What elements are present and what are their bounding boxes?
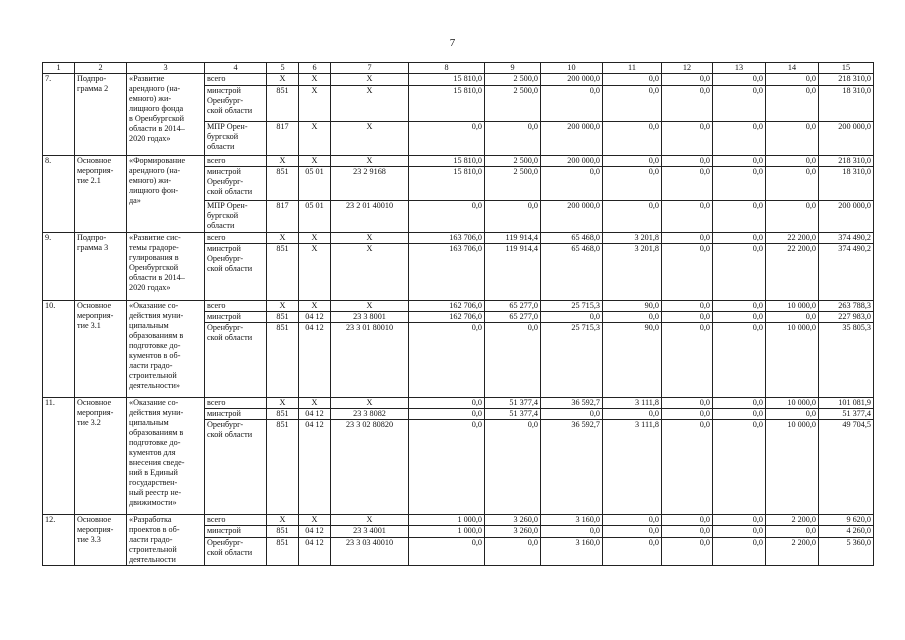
table-row [43,74,874,86]
value-col-9: 0,0 [485,537,541,565]
csr-code: Х [331,74,409,86]
column-header-8: 8 [409,63,485,74]
program-name: «Формирование арендного (на- емного) жи- лищного фон- да» [127,156,205,233]
value-col-8: 15 810,0 [409,74,485,86]
value-col-11: 3 111,8 [603,398,662,409]
program-status: Основное мероприя- тие 3.1 [75,301,127,398]
value-col-9: 119 914,4 [485,244,541,301]
row-number: 8. [43,156,75,233]
rzpr-code: Х [299,74,331,86]
executor: минстрой Оренбург- ской области [205,167,267,201]
executor: минстрой [205,526,267,537]
csr-code: 23 3 02 80820 [331,420,409,515]
value-col-15: 4 260,0 [819,526,874,537]
table-row [43,515,874,526]
value-col-13: 0,0 [713,122,766,156]
value-col-8: 0,0 [409,420,485,515]
value-col-9: 3 260,0 [485,526,541,537]
value-col-8: 0,0 [409,201,485,233]
value-col-13: 0,0 [713,233,766,244]
csr-code: 23 2 01 40010 [331,201,409,233]
value-col-12: 0,0 [662,244,713,301]
row-number: 9. [43,233,75,301]
value-col-11: 0,0 [603,86,662,122]
value-col-9: 65 277,0 [485,301,541,312]
csr-code: 23 3 8082 [331,409,409,420]
value-col-8: 0,0 [409,537,485,565]
rzpr-code: 04 12 [299,537,331,565]
value-col-10: 65 468,0 [541,233,603,244]
csr-code: 23 2 9168 [331,167,409,201]
value-col-12: 0,0 [662,233,713,244]
executor: всего [205,398,267,409]
executor: Оренбург- ской области [205,323,267,398]
column-header-7: 7 [331,63,409,74]
value-col-15: 35 805,3 [819,323,874,398]
value-col-13: 0,0 [713,167,766,201]
value-col-10: 3 160,0 [541,515,603,526]
value-col-12: 0,0 [662,156,713,167]
value-col-8: 0,0 [409,323,485,398]
value-col-8: 162 706,0 [409,301,485,312]
value-col-9: 2 500,0 [485,74,541,86]
grbs-code: 851 [267,312,299,323]
value-col-14: 0,0 [766,201,819,233]
value-col-12: 0,0 [662,323,713,398]
rzpr-code: Х [299,398,331,409]
column-header-5: 5 [267,63,299,74]
value-col-13: 0,0 [713,323,766,398]
value-col-10: 0,0 [541,409,603,420]
rzpr-code: 04 12 [299,409,331,420]
value-col-9: 119 914,4 [485,233,541,244]
value-col-15: 18 310,0 [819,167,874,201]
value-col-10: 200 000,0 [541,74,603,86]
rzpr-code: 04 12 [299,323,331,398]
row-number: 7. [43,74,75,156]
column-header-14: 14 [766,63,819,74]
value-col-13: 0,0 [713,201,766,233]
value-col-11: 3 111,8 [603,420,662,515]
value-col-15: 101 081,9 [819,398,874,409]
rzpr-code: Х [299,86,331,122]
rzpr-code: 04 12 [299,526,331,537]
value-col-8: 0,0 [409,398,485,409]
value-col-10: 25 715,3 [541,301,603,312]
value-col-14: 0,0 [766,74,819,86]
table-row [43,156,874,167]
value-col-9: 2 500,0 [485,156,541,167]
program-status: Подпро- грамма 2 [75,74,127,156]
value-col-14: 0,0 [766,312,819,323]
value-col-10: 200 000,0 [541,122,603,156]
row-number: 11. [43,398,75,515]
csr-code: 23 3 4001 [331,526,409,537]
value-col-9: 51 377,4 [485,409,541,420]
executor: минстрой Оренбург- ской области [205,86,267,122]
value-col-13: 0,0 [713,398,766,409]
value-col-8: 162 706,0 [409,312,485,323]
value-col-9: 0,0 [485,201,541,233]
rzpr-code: Х [299,233,331,244]
program-status: Основное мероприя- тие 2.1 [75,156,127,233]
value-col-13: 0,0 [713,156,766,167]
grbs-code: 851 [267,244,299,301]
value-col-11: 90,0 [603,323,662,398]
grbs-code: 851 [267,409,299,420]
value-col-11: 0,0 [603,122,662,156]
value-col-14: 2 200,0 [766,515,819,526]
value-col-11: 0,0 [603,167,662,201]
program-name: «Оказание со- действия муни- ципальным образованиям в подготовке до- кументов для внесения сведе- ний в Единый государствен- ный реестр не- движимости» [127,398,205,515]
value-col-15: 200 000,0 [819,122,874,156]
rzpr-code: 04 12 [299,312,331,323]
executor: минстрой Оренбург- ской области [205,244,267,301]
rzpr-code: 05 01 [299,167,331,201]
column-header-3: 3 [127,63,205,74]
executor: минстрой [205,409,267,420]
value-col-14: 2 200,0 [766,537,819,565]
value-col-15: 374 490,2 [819,244,874,301]
table-row [43,398,874,409]
value-col-15: 218 310,0 [819,156,874,167]
value-col-11: 0,0 [603,312,662,323]
rzpr-code: Х [299,122,331,156]
column-header-4: 4 [205,63,267,74]
value-col-11: 0,0 [603,74,662,86]
grbs-code: 851 [267,167,299,201]
program-status: Подпро- грамма 3 [75,233,127,301]
csr-code: Х [331,398,409,409]
column-header-10: 10 [541,63,603,74]
value-col-10: 25 715,3 [541,323,603,398]
value-col-12: 0,0 [662,74,713,86]
grbs-code: Х [267,233,299,244]
value-col-8: 0,0 [409,122,485,156]
value-col-15: 18 310,0 [819,86,874,122]
value-col-14: 22 200,0 [766,233,819,244]
value-col-10: 0,0 [541,86,603,122]
grbs-code: 851 [267,86,299,122]
value-col-11: 3 201,8 [603,244,662,301]
value-col-11: 3 201,8 [603,233,662,244]
value-col-14: 10 000,0 [766,323,819,398]
column-header-15: 15 [819,63,874,74]
value-col-8: 1 000,0 [409,526,485,537]
value-col-8: 163 706,0 [409,233,485,244]
executor: всего [205,74,267,86]
value-col-15: 263 788,3 [819,301,874,312]
value-col-14: 22 200,0 [766,244,819,301]
program-status: Основное мероприя- тие 3.3 [75,515,127,566]
program-status: Основное мероприя- тие 3.2 [75,398,127,515]
executor: Оренбург- ской области [205,420,267,515]
csr-code: Х [331,244,409,301]
executor: всего [205,233,267,244]
value-col-8: 163 706,0 [409,244,485,301]
program-name: «Разработка проектов в об- ласти градо- строительной деятельности [127,515,205,566]
csr-code: Х [331,301,409,312]
value-col-14: 10 000,0 [766,398,819,409]
value-col-13: 0,0 [713,420,766,515]
value-col-10: 0,0 [541,167,603,201]
table-row [43,233,874,244]
value-col-8: 15 810,0 [409,156,485,167]
value-col-11: 0,0 [603,515,662,526]
value-col-13: 0,0 [713,301,766,312]
program-name: «Оказание со- действия муни- ципальным образованиям в подготовке до- кументов в об- ласти градо- строительной деятельности» [127,301,205,398]
value-col-10: 200 000,0 [541,156,603,167]
column-header-6: 6 [299,63,331,74]
rzpr-code: Х [299,244,331,301]
value-col-8: 15 810,0 [409,167,485,201]
value-col-15: 200 000,0 [819,201,874,233]
column-header-12: 12 [662,63,713,74]
value-col-11: 0,0 [603,526,662,537]
column-header-row [43,63,874,74]
value-col-12: 0,0 [662,409,713,420]
grbs-code: 817 [267,201,299,233]
grbs-code: 851 [267,526,299,537]
value-col-12: 0,0 [662,122,713,156]
value-col-13: 0,0 [713,537,766,565]
value-col-8: 15 810,0 [409,86,485,122]
value-col-13: 0,0 [713,74,766,86]
value-col-15: 51 377,4 [819,409,874,420]
value-col-12: 0,0 [662,398,713,409]
value-col-14: 0,0 [766,156,819,167]
value-col-11: 0,0 [603,537,662,565]
value-col-10: 200 000,0 [541,201,603,233]
executor: всего [205,156,267,167]
csr-code: 23 3 03 40010 [331,537,409,565]
value-col-13: 0,0 [713,526,766,537]
column-header-13: 13 [713,63,766,74]
value-col-8: 1 000,0 [409,515,485,526]
csr-code: 23 3 01 80010 [331,323,409,398]
value-col-15: 5 360,0 [819,537,874,565]
value-col-14: 0,0 [766,86,819,122]
rzpr-code: Х [299,156,331,167]
rzpr-code: Х [299,515,331,526]
rzpr-code: 05 01 [299,201,331,233]
value-col-9: 65 277,0 [485,312,541,323]
grbs-code: 851 [267,420,299,515]
value-col-15: 49 704,5 [819,420,874,515]
value-col-14: 10 000,0 [766,420,819,515]
value-col-9: 51 377,4 [485,398,541,409]
csr-code: Х [331,515,409,526]
value-col-13: 0,0 [713,312,766,323]
csr-code: Х [331,122,409,156]
value-col-11: 0,0 [603,409,662,420]
value-col-13: 0,0 [713,244,766,301]
value-col-11: 0,0 [603,201,662,233]
grbs-code: 851 [267,537,299,565]
value-col-12: 0,0 [662,167,713,201]
column-header-1: 1 [43,63,75,74]
table-body [43,63,874,566]
csr-code: Х [331,86,409,122]
executor: МПР Орен- бургской области [205,122,267,156]
executor: Оренбург- ской области [205,537,267,565]
value-col-15: 227 983,0 [819,312,874,323]
value-col-14: 0,0 [766,526,819,537]
column-header-9: 9 [485,63,541,74]
page-number: 7 [449,37,456,49]
grbs-code: Х [267,301,299,312]
table-row [43,301,874,312]
value-col-12: 0,0 [662,301,713,312]
csr-code: Х [331,156,409,167]
value-col-12: 0,0 [662,537,713,565]
value-col-14: 10 000,0 [766,301,819,312]
program-name: «Развитие сис- темы градоре- гулирования в Оренбургской области в 2014– 2020 годах» [127,233,205,301]
value-col-12: 0,0 [662,420,713,515]
value-col-9: 0,0 [485,122,541,156]
value-col-11: 0,0 [603,156,662,167]
value-col-10: 65 468,0 [541,244,603,301]
value-col-8: 0,0 [409,409,485,420]
grbs-code: 851 [267,323,299,398]
program-name: «Развитие арендного (на- емного) жи- лищного фонда в Оренбургской области в 2014– 2020 годах» [127,74,205,156]
value-col-11: 90,0 [603,301,662,312]
executor: всего [205,515,267,526]
value-col-13: 0,0 [713,409,766,420]
value-col-10: 0,0 [541,312,603,323]
value-col-9: 3 260,0 [485,515,541,526]
value-col-9: 2 500,0 [485,86,541,122]
column-header-2: 2 [75,63,127,74]
grbs-code: Х [267,398,299,409]
row-number: 10. [43,301,75,398]
value-col-12: 0,0 [662,201,713,233]
value-col-9: 0,0 [485,323,541,398]
value-col-10: 0,0 [541,526,603,537]
value-col-14: 0,0 [766,122,819,156]
value-col-14: 0,0 [766,167,819,201]
value-col-15: 9 620,0 [819,515,874,526]
value-col-13: 0,0 [713,86,766,122]
value-col-15: 374 490,2 [819,233,874,244]
value-col-15: 218 310,0 [819,74,874,86]
rzpr-code: 04 12 [299,420,331,515]
value-col-10: 3 160,0 [541,537,603,565]
value-col-9: 0,0 [485,420,541,515]
value-col-12: 0,0 [662,515,713,526]
value-col-14: 0,0 [766,409,819,420]
grbs-code: Х [267,74,299,86]
value-col-10: 36 592,7 [541,398,603,409]
value-col-10: 36 592,7 [541,420,603,515]
executor: всего [205,301,267,312]
value-col-12: 0,0 [662,526,713,537]
grbs-code: Х [267,515,299,526]
executor: минстрой [205,312,267,323]
budget-table [42,62,874,566]
value-col-12: 0,0 [662,312,713,323]
csr-code: Х [331,233,409,244]
csr-code: 23 3 8001 [331,312,409,323]
rzpr-code: Х [299,301,331,312]
grbs-code: 817 [267,122,299,156]
value-col-9: 2 500,0 [485,167,541,201]
value-col-13: 0,0 [713,515,766,526]
value-col-12: 0,0 [662,86,713,122]
column-header-11: 11 [603,63,662,74]
grbs-code: Х [267,156,299,167]
row-number: 12. [43,515,75,566]
executor: МПР Орен- бургской области [205,201,267,233]
